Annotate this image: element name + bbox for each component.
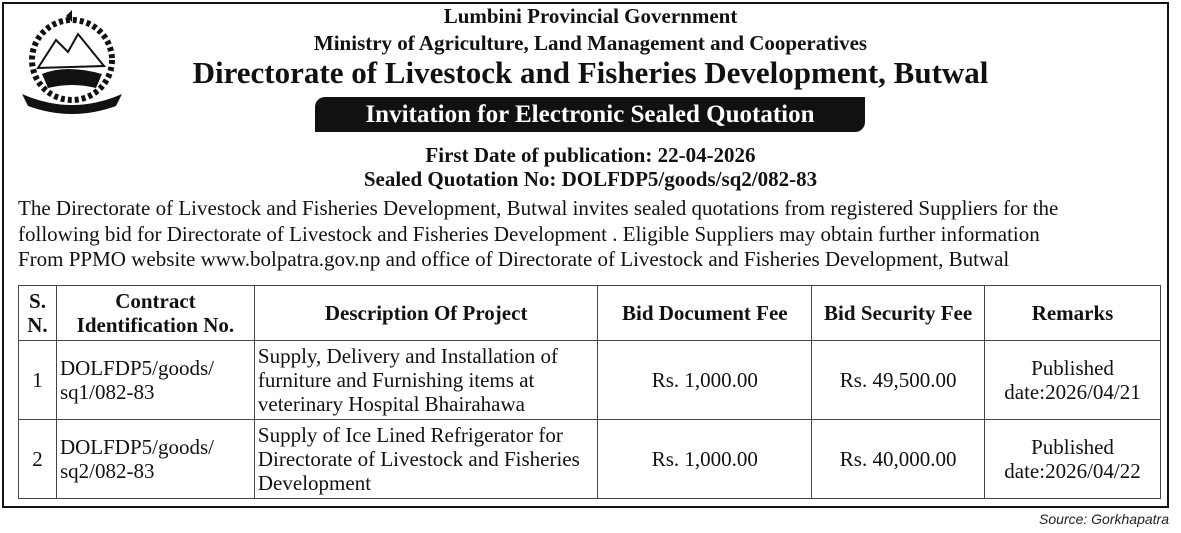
cell-sn: 1	[19, 341, 57, 420]
body-line: The Directorate of Livestock and Fisheries Development, Butwal invites sealed quotations from registered Suppliers for the	[18, 196, 1059, 220]
header-sn: S. N.	[19, 286, 57, 341]
cell-doc-fee: Rs. 1,000.00	[598, 341, 812, 420]
notice-body	[18, 196, 1164, 273]
table-row	[19, 420, 1161, 499]
government-name: Lumbini Provincial Government	[443, 4, 738, 28]
header-remarks: Remarks	[985, 286, 1161, 341]
cell-remarks: Published date:2026/04/21	[985, 341, 1161, 420]
cell-remarks: Published date:2026/04/22	[985, 420, 1161, 499]
cell-description: Supply, Delivery and Installation of furniture and Furnishing items at veterinary Hospital Bhairahawa	[254, 341, 598, 420]
bid-table	[18, 285, 1161, 499]
cell-doc-fee: Rs. 1,000.00	[598, 420, 812, 499]
cell-sn: 2	[19, 420, 57, 499]
cell-description: Supply of Ice Lined Refrigerator for Directorate of Livestock and Fisheries Development	[254, 420, 598, 499]
header-doc-fee: Bid Document Fee	[598, 286, 812, 341]
source-credit: Source: Gorkhapatra	[1039, 511, 1169, 527]
directorate-name: Directorate of Livestock and Fisheries Development, Butwal	[192, 55, 989, 90]
cell-contract-id: DOLFDP5/goods/ sq2/082-83	[56, 420, 254, 499]
body-line: From PPMO website www.bolpatra.gov.np and office of Directorate of Livestock and Fisheries Development, Butwal	[18, 247, 1010, 271]
table-row	[19, 341, 1161, 420]
cell-contract-id: DOLFDP5/goods/ sq1/082-83	[56, 341, 254, 420]
notice-title-banner: Invitation for Electronic Sealed Quotation	[315, 97, 865, 132]
header-security-fee: Bid Security Fee	[812, 286, 985, 341]
ministry-name: Ministry of Agriculture, Land Management and Cooperatives	[313, 31, 868, 55]
publication-date: First Date of publication: 22-04-2026	[425, 143, 756, 167]
cell-security-fee: Rs. 49,500.00	[812, 341, 985, 420]
header-description: Description Of Project	[254, 286, 598, 341]
header-contract-id: Contract Identification No.	[56, 286, 254, 341]
quotation-number: Sealed Quotation No: DOLFDP5/goods/sq2/082-83	[363, 167, 818, 191]
cell-security-fee: Rs. 40,000.00	[812, 420, 985, 499]
table-header-row	[19, 286, 1161, 341]
body-line: following bid for Directorate of Livestock and Fisheries Development . Eligible Suppliers may obtain further information	[18, 221, 1040, 246]
